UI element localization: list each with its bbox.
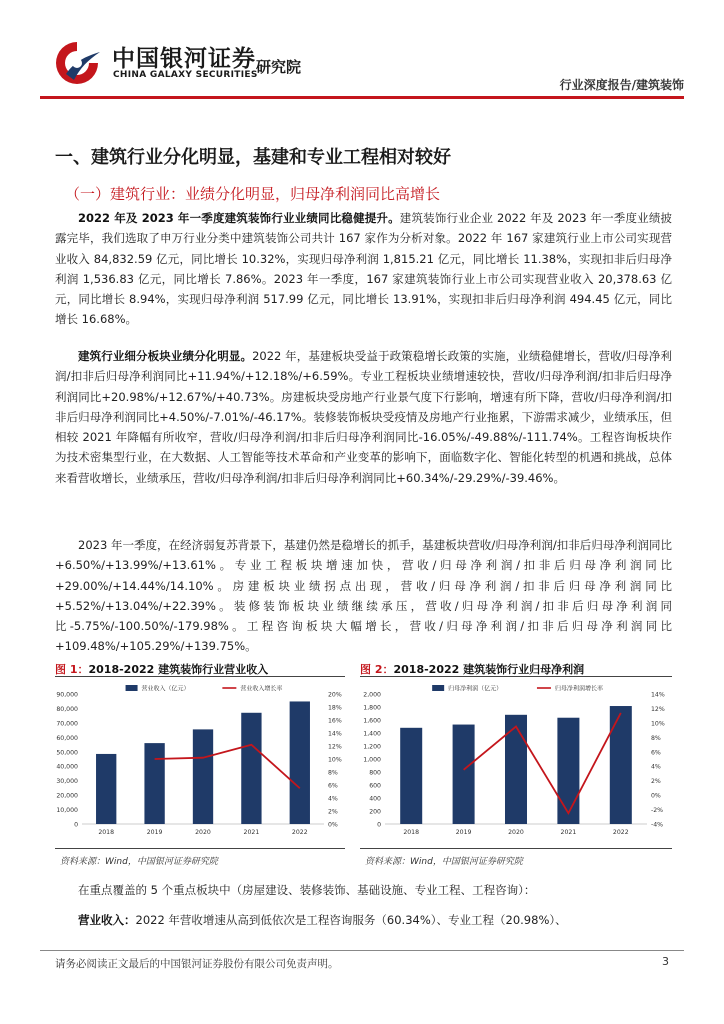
x-tick-label: 2022	[612, 829, 629, 836]
x-tick-label: 2022	[291, 829, 308, 836]
x-tick-label: 2019	[146, 829, 163, 836]
x-tick-label: 2020	[195, 829, 211, 836]
y-left-tick-label: 1,200	[363, 743, 381, 751]
paragraph-lead: 2022 年及 2023 年一季度建筑装饰行业业绩同比稳健提升。	[78, 211, 400, 225]
bar-2022	[290, 701, 310, 824]
legend-bar-swatch	[432, 685, 444, 691]
y-right-tick-label: 20%	[328, 691, 342, 699]
y-right-tick-label: 10%	[328, 756, 342, 764]
y-left-tick-label: 40,000	[56, 763, 78, 771]
y-right-tick-label: 2%	[328, 808, 338, 816]
figure-2-top-rule	[360, 676, 672, 677]
brand-name-en: CHINA GALAXY SECURITIES	[113, 70, 258, 80]
figure-title-text: 2018-2022 建筑装饰行业营业收入	[88, 663, 269, 676]
header-divider	[40, 96, 684, 99]
y-left-tick-label: 60,000	[56, 734, 78, 742]
y-right-tick-label: 18%	[328, 704, 342, 712]
y-left-tick-label: 1,400	[363, 730, 381, 738]
y-left-tick-label: 400	[369, 795, 381, 803]
x-tick-label: 2021	[560, 829, 577, 836]
subsection-heading: （一）建筑行业：业绩分化明显，归母净利润同比高增长	[65, 185, 441, 203]
x-tick-label: 2019	[455, 829, 472, 836]
bar-2019	[453, 725, 475, 824]
y-right-tick-label: 14%	[328, 730, 342, 738]
figure-2-title	[360, 661, 584, 677]
bar-2019	[144, 743, 164, 824]
x-tick-label: 2018	[403, 829, 420, 836]
y-left-tick-label: 200	[369, 808, 381, 816]
legend-bar-label: 营业收入（亿元）	[141, 685, 190, 693]
legend-line-label: 营业收入增长率	[240, 685, 283, 693]
y-left-tick-label: 600	[369, 782, 381, 790]
y-right-tick-label: 6%	[328, 782, 338, 790]
bar-2021	[241, 713, 261, 824]
bar-2018	[96, 754, 116, 824]
bar-2020	[193, 729, 213, 824]
section-heading: 一、建筑行业分化明显，基建和专业工程相对较好	[55, 147, 451, 168]
paragraph-body: 2022 年营收增速从高到低依次是工程咨询服务（60.34%）、专业工程（20.98%）、	[135, 913, 567, 927]
y-left-tick-label: 80,000	[56, 705, 78, 713]
y-right-tick-label: -4%	[651, 821, 664, 829]
paragraph-body: 2022 年，基建板块受益于政策稳增长政策的实施，业绩稳健增长，营收/归母净利润/扣非后归母净利润同比+11.94%/+12.18%/+6.59%。专业工程板块业绩增速较快，营收/归母净利润/扣非后归母净利润同比+20.98%/+12.67%/+40.73%。房建板块受房地产行业景气度下行影响，增速有所下降，营收/归母净利润/扣非后归母净利润同比+4.50%/-7.01%/-46.17%。装修装饰板块受疫情及房地产行业拖累，下游需求减少，业绩承压，但相较 2021 年降幅有所收窄，营收/归母净利润/扣非后归母净利润同比-16.05%/-49.88%/-111.74%。工程咨询板块作为技术密集型行业，在大数据、人工智能等技术革命和产业变革的影响下，面临数字化、智能化转型的机遇和挑战，总体来看营收增长，业绩承压，营收/归母净利润/扣非后归母净利润同比+60.34%/-29.29%/-39.46%。	[55, 349, 672, 485]
page-number: 3	[662, 955, 669, 968]
paragraph-revenue-ranking	[55, 910, 672, 930]
y-left-tick-label: 1,800	[363, 704, 381, 712]
y-left-tick-label: 0	[377, 821, 381, 829]
x-tick-label: 2020	[508, 829, 524, 836]
y-left-tick-label: 50,000	[56, 749, 78, 757]
y-left-tick-label: 30,000	[56, 778, 78, 786]
growth-rate-line	[464, 713, 621, 813]
legend-bar-label: 归母净利润（亿元）	[448, 685, 503, 693]
y-right-tick-label: 12%	[651, 705, 665, 713]
x-tick-label: 2021	[243, 829, 260, 836]
y-left-tick-label: 2,000	[363, 691, 381, 699]
y-left-tick-label: 1,000	[363, 756, 381, 764]
legend-line-label: 归母净利润增长率	[554, 685, 603, 693]
y-right-tick-label: 4%	[651, 763, 661, 771]
y-left-tick-label: 0	[74, 821, 78, 829]
page-header	[0, 0, 724, 100]
report-type: 行业深度报告/建筑装饰	[559, 78, 684, 92]
y-right-tick-label: 0%	[651, 792, 661, 800]
paragraph-q1-2023	[55, 535, 672, 657]
figure-label: 图 2：	[360, 663, 394, 676]
paragraph-body: 在重点覆盖的 5 个重点板块中（房屋建设、装修装饰、基础设施、专业工程、工程咨询）：	[78, 883, 536, 897]
footer-disclaimer: 请务必阅读正文最后的中国银河证券股份有限公司免责声明。	[55, 958, 339, 970]
bar-2018	[400, 728, 422, 824]
paragraph-industry-performance	[55, 208, 672, 330]
paragraph-body: 2023 年一季度，在经济弱复苏背景下，基建仍然是稳增长的抓手，基建板块营收/归母净利润/扣非后归母净利润同比+6.50%/+13.99%/+13.61%。专业工程板块增速加快，营收/归母净利润/扣非后归母净利润同比+29.00%/+14.44%/14.10%。房建板块业绩拐点出现，营收/归母净利润/扣非后归母净利润同比+5.52%/+13.04%/+22.39%。装修装饰板块业绩继续承压，营收/归母净利润/扣非后归母净利润同比-5.75%/-100.50%/-179.98%。工程咨询板块大幅增长，营收/归母净利润/扣非后归母净利润同比+109.48%/+105.29%/+139.75%。	[55, 538, 672, 654]
x-tick-label: 2018	[98, 829, 115, 836]
y-right-tick-label: 14%	[651, 691, 665, 699]
institute-label: 研究院	[256, 58, 302, 76]
paragraph-coverage	[55, 880, 672, 900]
y-left-tick-label: 1,600	[363, 717, 381, 725]
y-right-tick-label: 6%	[651, 749, 661, 757]
paragraph-lead: 建筑行业细分板块业绩分化明显。	[78, 349, 253, 363]
revenue-chart	[52, 682, 348, 842]
y-right-tick-label: -2%	[651, 807, 664, 815]
y-right-tick-label: 10%	[651, 720, 665, 728]
y-right-tick-label: 12%	[328, 743, 342, 751]
y-right-tick-label: 2%	[651, 778, 661, 786]
footer-divider	[40, 950, 684, 951]
paragraph-body: 建筑装饰行业企业 2022 年及 2023 年一季度业绩披露完毕，我们选取了申万行业分类中建筑装饰公司共计 167 家作为分析对象。2022 年 167 家建筑行业上市公司实现营业收入 84,832.59 亿元，同比增长 10.32%，实现归母净利润 1,815.21 亿元，同比增长 11.38%，实现扣非后归母净利润 1,536.83 亿元，同比增长 7.86%。2023 年一季度，167 家建筑装饰行业上市公司实现营业收入 20,378.63 亿元，同比增长 8.94%，实现归母净利润 517.99 亿元，同比增长 13.91%，实现扣非后归母净利润 494.45 亿元，同比增长 16.68%。	[55, 211, 673, 327]
legend-bar-swatch	[126, 685, 138, 691]
y-left-tick-label: 20,000	[56, 792, 78, 800]
y-left-tick-label: 70,000	[56, 720, 78, 728]
y-right-tick-label: 4%	[328, 795, 338, 803]
figure-title-text: 2018-2022 建筑装饰行业归母净利润	[393, 663, 585, 676]
paragraph-lead: 营业收入：	[78, 913, 136, 927]
growth-rate-line	[155, 745, 300, 789]
y-right-tick-label: 8%	[651, 734, 661, 742]
brand-name-cn: 中国银河证券	[112, 46, 256, 72]
y-right-tick-label: 16%	[328, 717, 342, 725]
paragraph-segment-divergence	[55, 346, 672, 488]
y-right-tick-label: 8%	[328, 769, 338, 777]
y-right-tick-label: 0%	[328, 821, 338, 829]
figure-1-source: 资料来源：Wind，中国银河证券研究院	[60, 857, 218, 867]
figure-1-bottom-rule	[55, 848, 345, 849]
bar-2021	[557, 718, 579, 824]
figure-label: 图 1：	[55, 663, 89, 676]
figure-2-source: 资料来源：Wind，中国银河证券研究院	[365, 857, 523, 867]
figure-2-bottom-rule	[360, 848, 672, 849]
figure-1-title	[55, 661, 268, 677]
y-left-tick-label: 800	[369, 769, 381, 777]
galaxy-logo-icon	[52, 38, 102, 88]
bar-2020	[505, 715, 527, 824]
net-profit-chart	[357, 682, 673, 842]
bar-2022	[610, 706, 632, 824]
figure-1-top-rule	[55, 676, 345, 677]
y-left-tick-label: 90,000	[56, 691, 78, 699]
y-left-tick-label: 10,000	[56, 807, 78, 815]
